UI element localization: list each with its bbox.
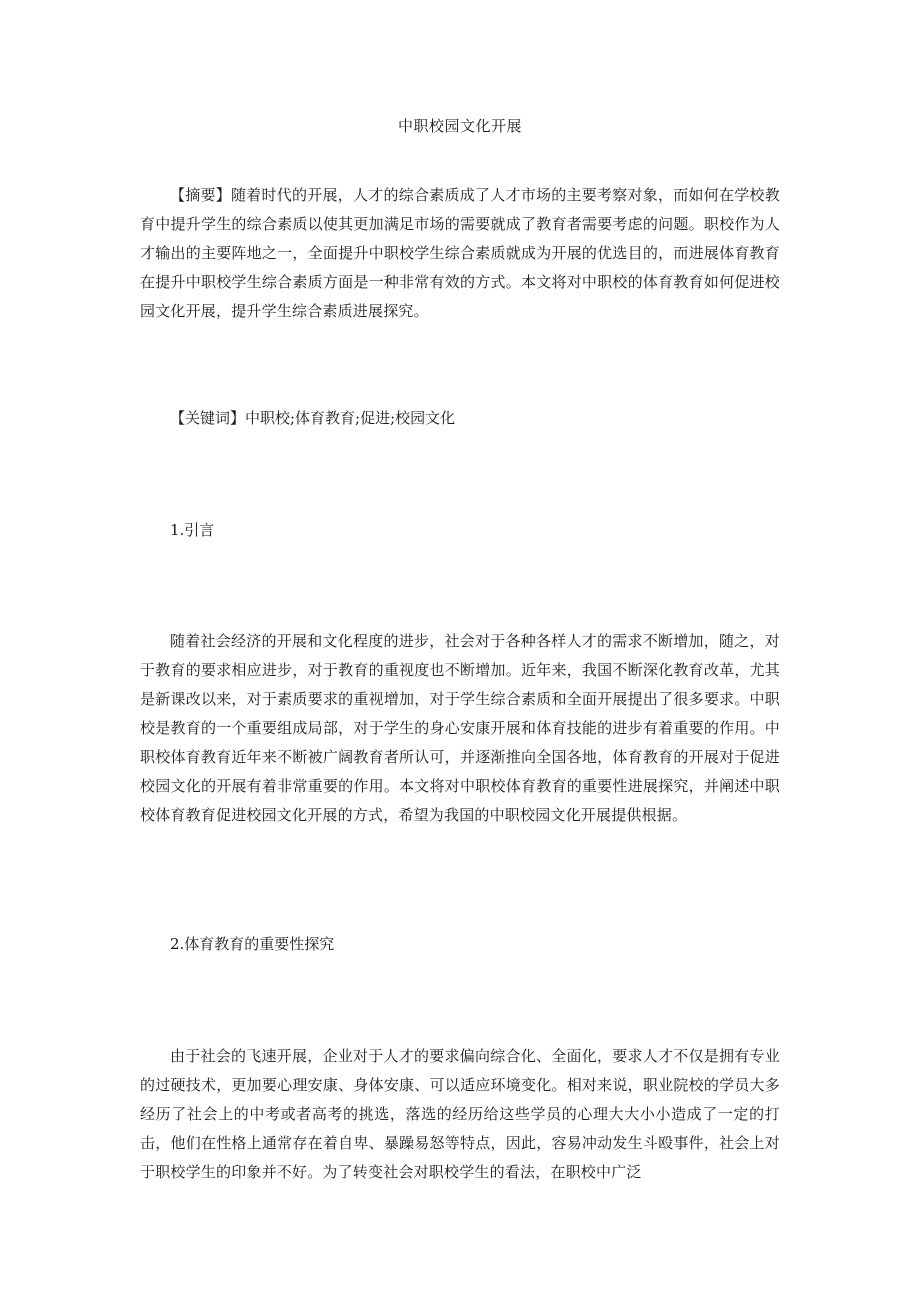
section-heading-introduction: 1.引言	[170, 521, 215, 539]
keywords-line: 【关键词】中职校;体育教育;促进;校园文化	[170, 409, 456, 427]
introduction-paragraph: 随着社会经济的开展和文化程度的进步，社会对于各种各样人才的需求不断增加，随之，对于教育的要求相应进步，对于教育的重视度也不断增加。近年来，我国不断深化教育改革，尤其是新课改以来，对于素质要求的重视增加，对于学生综合素质和全面开展提出了很多要求。中职校是教育的一个重要组成局部，对于学生的身心安康开展和体育技能的进步有着重要的作用。中职校体育教育近年来不断被广阔教育者所认可，并逐渐推向全国各地，体育教育的开展对于促进校园文化的开展有着非常重要的作用。本文将对中职校体育教育的重要性进展探究，并阐述中职校体育教育促进校园文化开展的方式，希望为我国的中职校园文化开展提供根据。	[140, 632, 780, 824]
importance-paragraph: 由于社会的飞速开展，企业对于人才的要求偏向综合化、全面化，要求人才不仅是拥有专业的过硬技术，更加要心理安康、身体安康、可以适应环境变化。相对来说，职业院校的学员大多经历了社会上的中考或者高考的挑选，落选的经历给这些学员的心理大大小小造成了一定的打击，他们在性格上通常存在着自卑、暴躁易怒等特点，因此，容易冲动发生斗殴事件，社会上对于职校学生的印象并不好。为了转变社会对职校学生的看法，在职校中广泛	[140, 1047, 780, 1181]
document-title: 中职校园文化开展	[397, 117, 522, 135]
section-heading-importance: 2.体育教育的重要性探究	[170, 935, 335, 953]
abstract-paragraph: 【摘要】随着时代的开展，人才的综合素质成了人才市场的主要考察对象，而如何在学校教育中提升学生的综合素质以使其更加满足市场的需要就成了教育者需要考虑的问题。职校作为人才输出的主要阵地之一，全面提升中职校学生综合素质就成为开展的优选目的，而进展体育教育在提升中职校学生综合素质方面是一种非常有效的方式。本文将对中职校的体育教育如何促进校园文化开展，提升学生综合素质进展探究。	[140, 186, 780, 320]
